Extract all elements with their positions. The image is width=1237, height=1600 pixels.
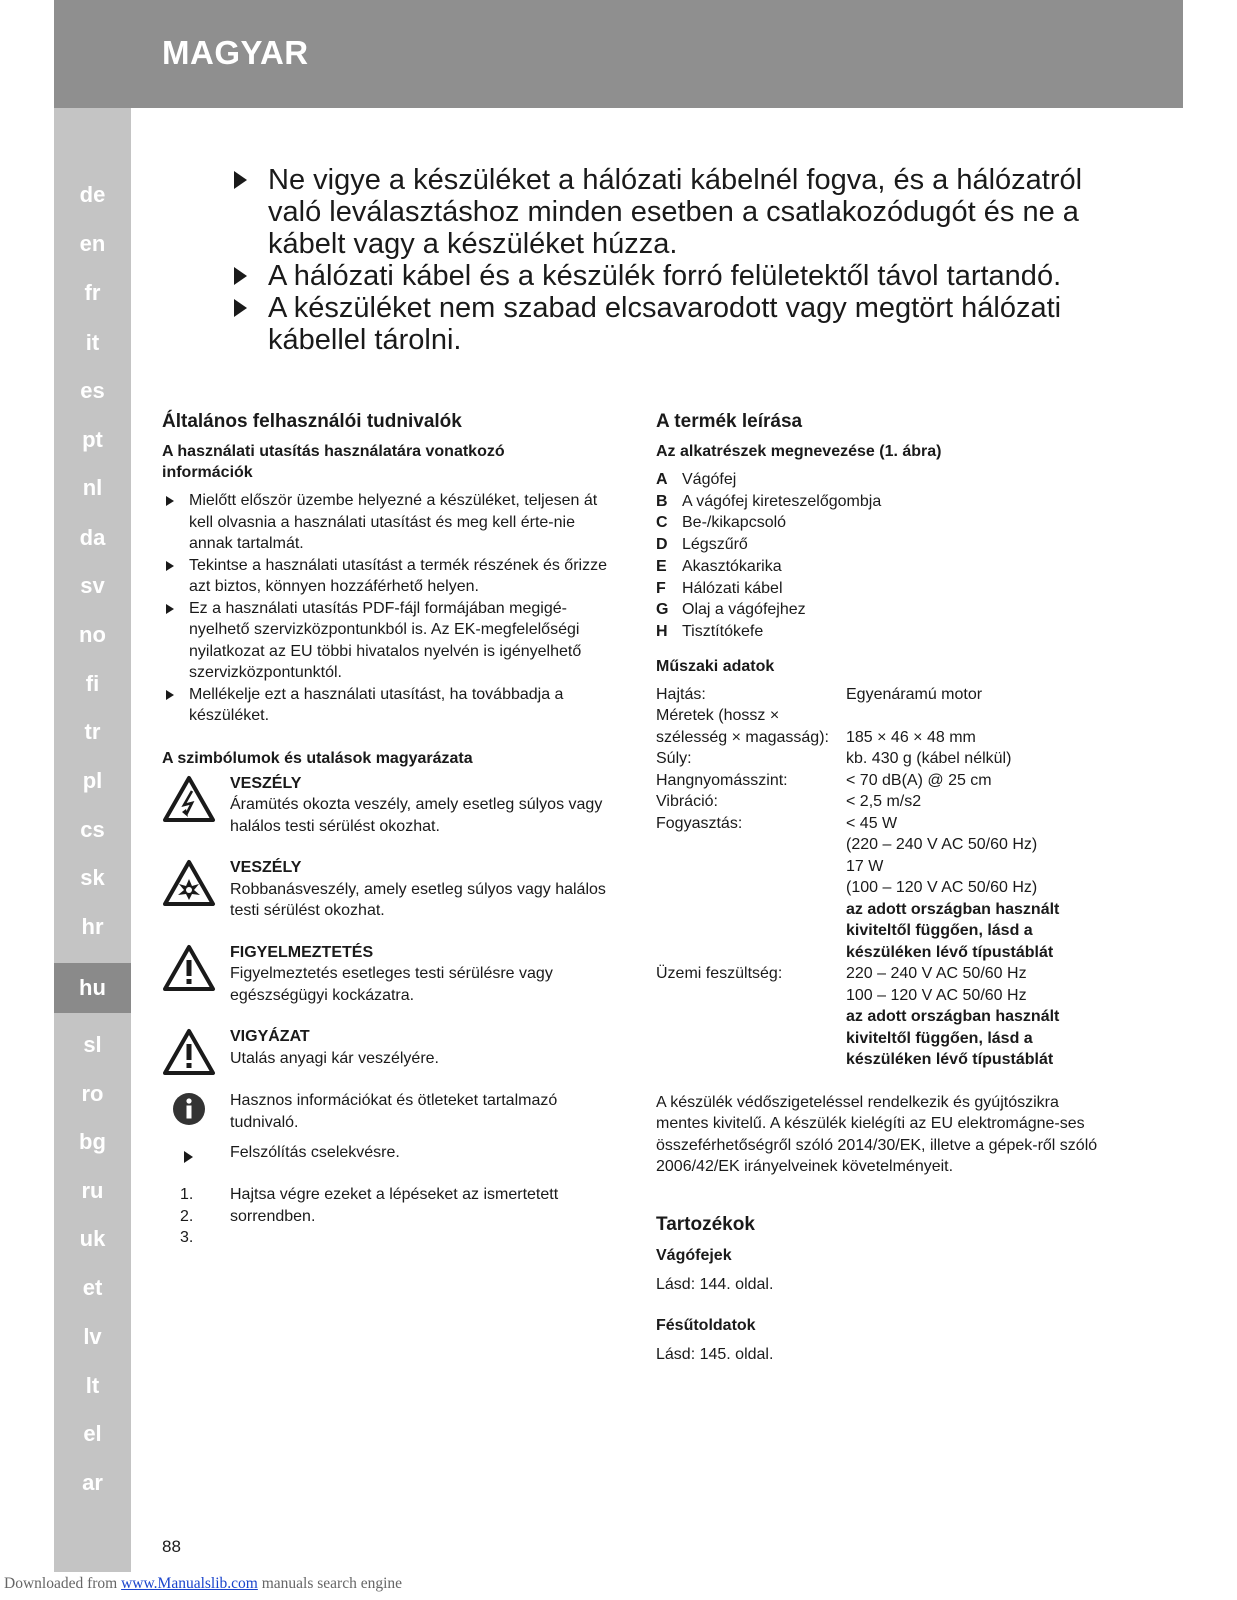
language-tab-lt[interactable]: lt [85, 1373, 100, 1398]
symbol-text: Áramütés okozta veszély, amely esetleg súlyos vagy halálos testi sérülést okozhat. [230, 796, 603, 835]
spec-value: Egyenáramú motor [846, 685, 983, 703]
specs-heading: Műszaki adatok [656, 657, 775, 675]
spec-row [656, 684, 1116, 706]
triangle-bullet-icon [166, 690, 174, 700]
part-row [656, 491, 1116, 513]
spec-value: < 70 dB(A) @ 25 cm [846, 771, 992, 789]
arrow-icon [184, 1148, 194, 1170]
symbol-title: VIGYÁZAT [230, 1028, 310, 1045]
symbol-text: Robbanásveszély, amely esetleg súlyos vagy halálos testi sérülést okozhat. [230, 880, 606, 919]
part-key: F [656, 579, 666, 597]
triangle-bullet-icon [166, 561, 174, 571]
symbol-entry [162, 857, 610, 922]
left-column [162, 410, 618, 1248]
safety-bullet-list [234, 164, 1094, 356]
language-tab-uk[interactable]: uk [79, 1226, 106, 1251]
symbol-title: VESZÉLY [230, 859, 302, 876]
part-label: Akasztókarika [682, 557, 782, 575]
language-tab-fr[interactable]: fr [84, 280, 101, 305]
symbol-entry [162, 1090, 610, 1134]
language-tab-ar[interactable]: ar [82, 1470, 103, 1495]
parts-subheading: Az alkatrészek megnevezése (1. ábra) [656, 443, 942, 460]
language-tab-bg[interactable]: bg [79, 1129, 106, 1154]
spec-row [656, 791, 1116, 813]
explosion-hazard-icon [162, 859, 216, 914]
general-bullet [162, 684, 618, 727]
symbols-heading: A szimbólumok és utalások magyarázata [162, 749, 473, 767]
part-label: Olaj a vágófejhez [682, 601, 806, 619]
symbol-entry [162, 942, 610, 1007]
spec-value: 185 × 46 × 48 mm [846, 728, 976, 746]
language-tab-sk[interactable]: sk [80, 865, 105, 890]
part-label: Tisztítókefe [682, 622, 764, 640]
caution-icon [162, 1028, 216, 1083]
spec-row [656, 727, 1116, 749]
compliance-text: A készülék védőszigeteléssel rendelkezik és gyújtószikra mentes kivitelű. A készülék kielégíti az EU elektromágne-ses összeférhetőségről szóló 2014/30/EK, illetve a gépek-ről szóló 2006/42/EK irányelveinek követelményeit. [656, 1093, 1098, 1176]
part-row [656, 578, 1116, 600]
language-tab-ru[interactable]: ru [81, 1178, 104, 1203]
general-bullet-text: Mellékelje ezt a használati utasítást, ha továbbadja a készüléket. [189, 685, 564, 724]
spec-value: 220 – 240 V AC 50/60 Hz [846, 965, 1027, 983]
symbol-entry [162, 1026, 610, 1086]
step-number: 2. [180, 1207, 194, 1225]
steps-entry [162, 1184, 610, 1248]
triangle-bullet-icon [166, 604, 174, 614]
safety-bullet-text: Ne vigye a készüléket a hálózati kábelnél fogva, és a hálózatról való leválasztáshoz minden esetben a csatlakozódugót és ne a kábelt vagy a készüléket húzza. [268, 164, 1083, 260]
footer-suffix: manuals search engine [257, 1575, 403, 1592]
general-bullet [162, 490, 618, 555]
spec-value: 17 W [846, 857, 884, 875]
symbol-title: FIGYELMEZTETÉS [230, 943, 374, 961]
cutting-heads-title: Vágófejek [656, 1246, 732, 1264]
spec-row [656, 748, 1116, 770]
accessories-heading: Tartozékok [656, 1213, 755, 1235]
language-tab-et[interactable]: et [82, 1275, 103, 1300]
download-footer [4, 1575, 402, 1593]
spec-value: kb. 430 g (kábel nélkül) [846, 750, 1012, 768]
language-tab-de[interactable]: de [79, 182, 106, 207]
safety-bullet [234, 292, 1094, 356]
part-row [656, 556, 1116, 578]
warning-icon [162, 944, 216, 999]
symbol-entry [162, 1142, 610, 1166]
part-key: D [656, 536, 668, 554]
spec-note: kiviteltől függően, lásd a [846, 1029, 1033, 1047]
language-tab-sl[interactable]: sl [83, 1032, 102, 1057]
cutting-heads-reference: Lásd: 144. oldal. [656, 1275, 774, 1293]
language-tab-no[interactable]: no [79, 622, 106, 647]
safety-bullet-text: A hálózati kábel és a készülék forró felületektől távol tartandó. [268, 260, 1062, 292]
general-heading: Általános felhasználói tudnivalók [162, 411, 462, 432]
part-key: G [656, 601, 669, 619]
spec-label: szélesség × magasság): [656, 728, 829, 746]
general-bullet [162, 555, 618, 598]
triangle-bullet-icon [234, 267, 247, 285]
info-icon [172, 1092, 206, 1133]
manualslib-link[interactable]: www.Manualslib.com [121, 1575, 258, 1592]
part-row [656, 599, 1116, 621]
part-key: H [656, 622, 668, 640]
spec-row [656, 770, 1116, 792]
part-row [656, 621, 1116, 643]
spec-value: < 2,5 m/s2 [846, 793, 922, 811]
symbol-title: VESZÉLY [230, 774, 302, 792]
spec-row [656, 705, 1116, 727]
right-column [656, 410, 1116, 1366]
spec-note: kiviteltől függően, lásd a [846, 922, 1033, 940]
symbol-text: Figyelmeztetés esetleges testi sérülésre vagy egészségügyi kockázatra. [230, 965, 553, 1004]
language-tab-ro[interactable]: ro [81, 1081, 104, 1106]
spec-label: Súly: [656, 750, 692, 768]
triangle-bullet-icon [234, 299, 247, 317]
part-key: A [656, 471, 668, 488]
symbol-text: Utalás anyagi kár veszélyére. [230, 1049, 439, 1067]
language-sidebar [54, 108, 131, 1572]
spec-note: készüléken lévő típustáblát [846, 1051, 1054, 1069]
spec-label: Méretek (hossz × [656, 707, 780, 725]
comb-attachments-reference: Lásd: 145. oldal. [656, 1346, 774, 1364]
steps-text: Hajtsa végre ezeket a lépéseket az ismertetett sorrendben. [230, 1186, 559, 1225]
spec-value: (100 – 120 V AC 50/60 Hz) [846, 879, 1038, 897]
specs-table [656, 684, 1116, 1071]
page-title: MAGYAR [162, 34, 309, 71]
part-label: Be-/kikapcsoló [682, 514, 787, 532]
language-tab-fi[interactable]: fi [85, 671, 100, 696]
language-tab-pt[interactable]: pt [82, 427, 103, 452]
language-tab-tr[interactable]: tr [84, 719, 101, 744]
safety-bullet-text: A készüléket nem szabad elcsavarodott vagy megtört hálózati kábellel tárolni. [268, 292, 1062, 356]
page-number: 88 [162, 1537, 181, 1556]
part-label: Vágófej [682, 471, 737, 488]
language-tab-hr[interactable]: hr [81, 914, 104, 939]
language-tab-lv[interactable]: lv [83, 1324, 102, 1349]
spec-row [656, 963, 1116, 1071]
product-heading: A termék leírása [656, 411, 803, 432]
language-tab-es[interactable]: es [80, 378, 105, 403]
part-row [656, 534, 1116, 556]
step-number: 3. [180, 1229, 194, 1246]
part-key: E [656, 557, 667, 575]
electric-hazard-icon [162, 775, 216, 830]
spec-label: Fogyasztás: [656, 814, 743, 832]
parts-list [656, 469, 1116, 643]
spec-note: készüléken lévő típustáblát [846, 943, 1054, 961]
language-tab-da[interactable]: da [79, 525, 106, 550]
safety-bullet [234, 260, 1094, 292]
language-tab-pl[interactable]: pl [82, 768, 103, 793]
language-tab-cs[interactable]: cs [80, 817, 105, 842]
language-tab-nl[interactable]: nl [82, 475, 103, 500]
part-row [656, 469, 1116, 491]
spec-note: az adott országban használt [846, 900, 1060, 918]
part-row [656, 512, 1116, 534]
part-key: B [656, 492, 668, 510]
spec-row [656, 813, 1116, 964]
language-tab-sv[interactable]: sv [80, 573, 105, 598]
language-tab-en[interactable]: en [79, 231, 106, 256]
general-bullet-text: Mielőtt először üzembe helyezné a készüléket, teljesen át kell olvasnia a használati utasítást és meg kell érte-nie annak tartalmát. [189, 492, 598, 552]
symbol-text: Felszólítás cselekvésre. [230, 1144, 400, 1161]
part-key: C [656, 514, 668, 532]
symbol-text: Hasznos információkat és ötleteket tartalmazó tudnivaló. [230, 1092, 558, 1131]
part-label: Hálózati kábel [682, 579, 783, 597]
spec-note: az adott országban használt [846, 1008, 1060, 1026]
language-tab-hu-active[interactable]: hu [54, 963, 131, 1013]
spec-label: Üzemi feszültség: [656, 965, 783, 983]
general-bullet-text: Tekintse a használati utasítást a termék részének és őrizze azt biztos, könnyen hozzáférhető helyen. [189, 556, 607, 595]
language-tab-el[interactable]: el [83, 1421, 102, 1446]
part-label: Légszűrő [682, 536, 748, 554]
footer-prefix: Downloaded from [4, 1575, 122, 1592]
step-number: 1. [180, 1186, 194, 1203]
safety-bullet [234, 164, 1094, 260]
spec-value: < 45 W [846, 814, 898, 832]
spec-label: Hangnyomásszint: [656, 771, 788, 789]
spec-value: 100 – 120 V AC 50/60 Hz [846, 986, 1027, 1004]
manual-usage-subheading: A használati utasítás használatára vonatkozó információk [162, 443, 505, 481]
spec-label: Vibráció: [656, 793, 718, 811]
general-bullet-text: Ez a használati utasítás PDF-fájl formájában megigé-nyelhető szervizközpontunkból is. Az EK-megfelelőségi nyilatkozat az EU többi hivatalos nyelvén is igényelhető szervizközpontunktól. [189, 599, 582, 681]
spec-value: (220 – 240 V AC 50/60 Hz) [846, 836, 1038, 854]
language-tab-it[interactable]: it [85, 330, 100, 355]
part-label: A vágófej kireteszelőgombja [682, 492, 882, 510]
symbol-entry [162, 773, 610, 838]
general-bullet [162, 598, 618, 684]
triangle-bullet-icon [234, 171, 247, 189]
spec-label: Hajtás: [656, 685, 706, 703]
comb-attachments-title: Fésűtoldatok [656, 1317, 756, 1335]
triangle-bullet-icon [166, 496, 174, 506]
